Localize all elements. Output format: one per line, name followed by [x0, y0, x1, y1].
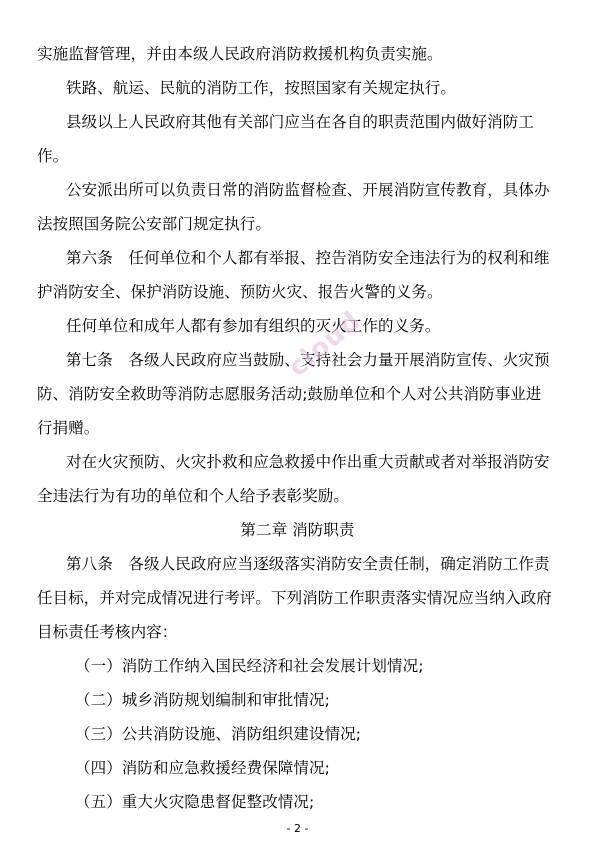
text-line: 公安派出所可以负责日常的消防监督检查、开展消防宣传教育，具体办 — [66, 181, 550, 199]
text-line: 护消防安全、保护消防设施、预防火灾、报告火警的义务。 — [37, 283, 443, 301]
text-line: 法按照国务院公安部门规定执行。 — [37, 215, 272, 233]
text-line: 全违法行为有功的单位和个人给予表彰奖励。 — [37, 487, 350, 505]
text-line: 任目标，并对完成情况进行考评。下列消防工作职责落实情况应当纳入政府 — [37, 589, 552, 607]
article-8-line: 第八条 各级人民政府应当逐级落实消防安全责任制，确定消防工作责 — [66, 555, 550, 573]
list-item: （五）重大火灾隐患督促整改情况; — [75, 793, 315, 811]
text-line: 目标责任考核内容： — [37, 623, 178, 641]
chapter-heading: 第二章 消防职责 — [240, 521, 355, 539]
article-6-line: 第六条 任何单位和个人都有举报、控告消防安全违法行为的权利和维 — [66, 249, 550, 267]
list-item: （二）城乡消防规划编制和审批情况; — [75, 691, 330, 709]
text-line: 任何单位和成年人都有参加有组织的灭火工作的义务。 — [66, 317, 441, 335]
text-line: 对在火灾预防、火灾扑救和应急救援中作出重大贡献或者对举报消防安 — [66, 453, 550, 471]
text-line: 铁路、航运、民航的消防工作，按照国家有关规定执行。 — [66, 79, 457, 97]
list-item: （三）公共消防设施、消防组织建设情况; — [75, 725, 362, 743]
watermark: cloud — [283, 305, 367, 383]
text-line: 行捐赠。 — [37, 419, 100, 437]
page-number: - 2 - — [286, 822, 309, 835]
list-item: （四）消防和应急救援经费保障情况; — [75, 759, 330, 777]
list-item: （一）消防工作纳入国民经济和社会发展计划情况; — [75, 657, 424, 675]
article-7-line: 第七条 各级人民政府应当鼓励、支持社会力量开展消防宣传、火灾预 — [66, 351, 550, 369]
text-line: 防、消防安全救助等消防志愿服务活动;鼓励单位和个人对公共消防事业进 — [37, 385, 542, 403]
text-line: 作。 — [37, 147, 69, 165]
text-line: 实施监督管理，并由本级人民政府消防救援机构负责实施。 — [37, 45, 443, 63]
text-line: 县级以上人民政府其他有关部门应当在各自的职责范围内做好消防工 — [66, 113, 535, 131]
